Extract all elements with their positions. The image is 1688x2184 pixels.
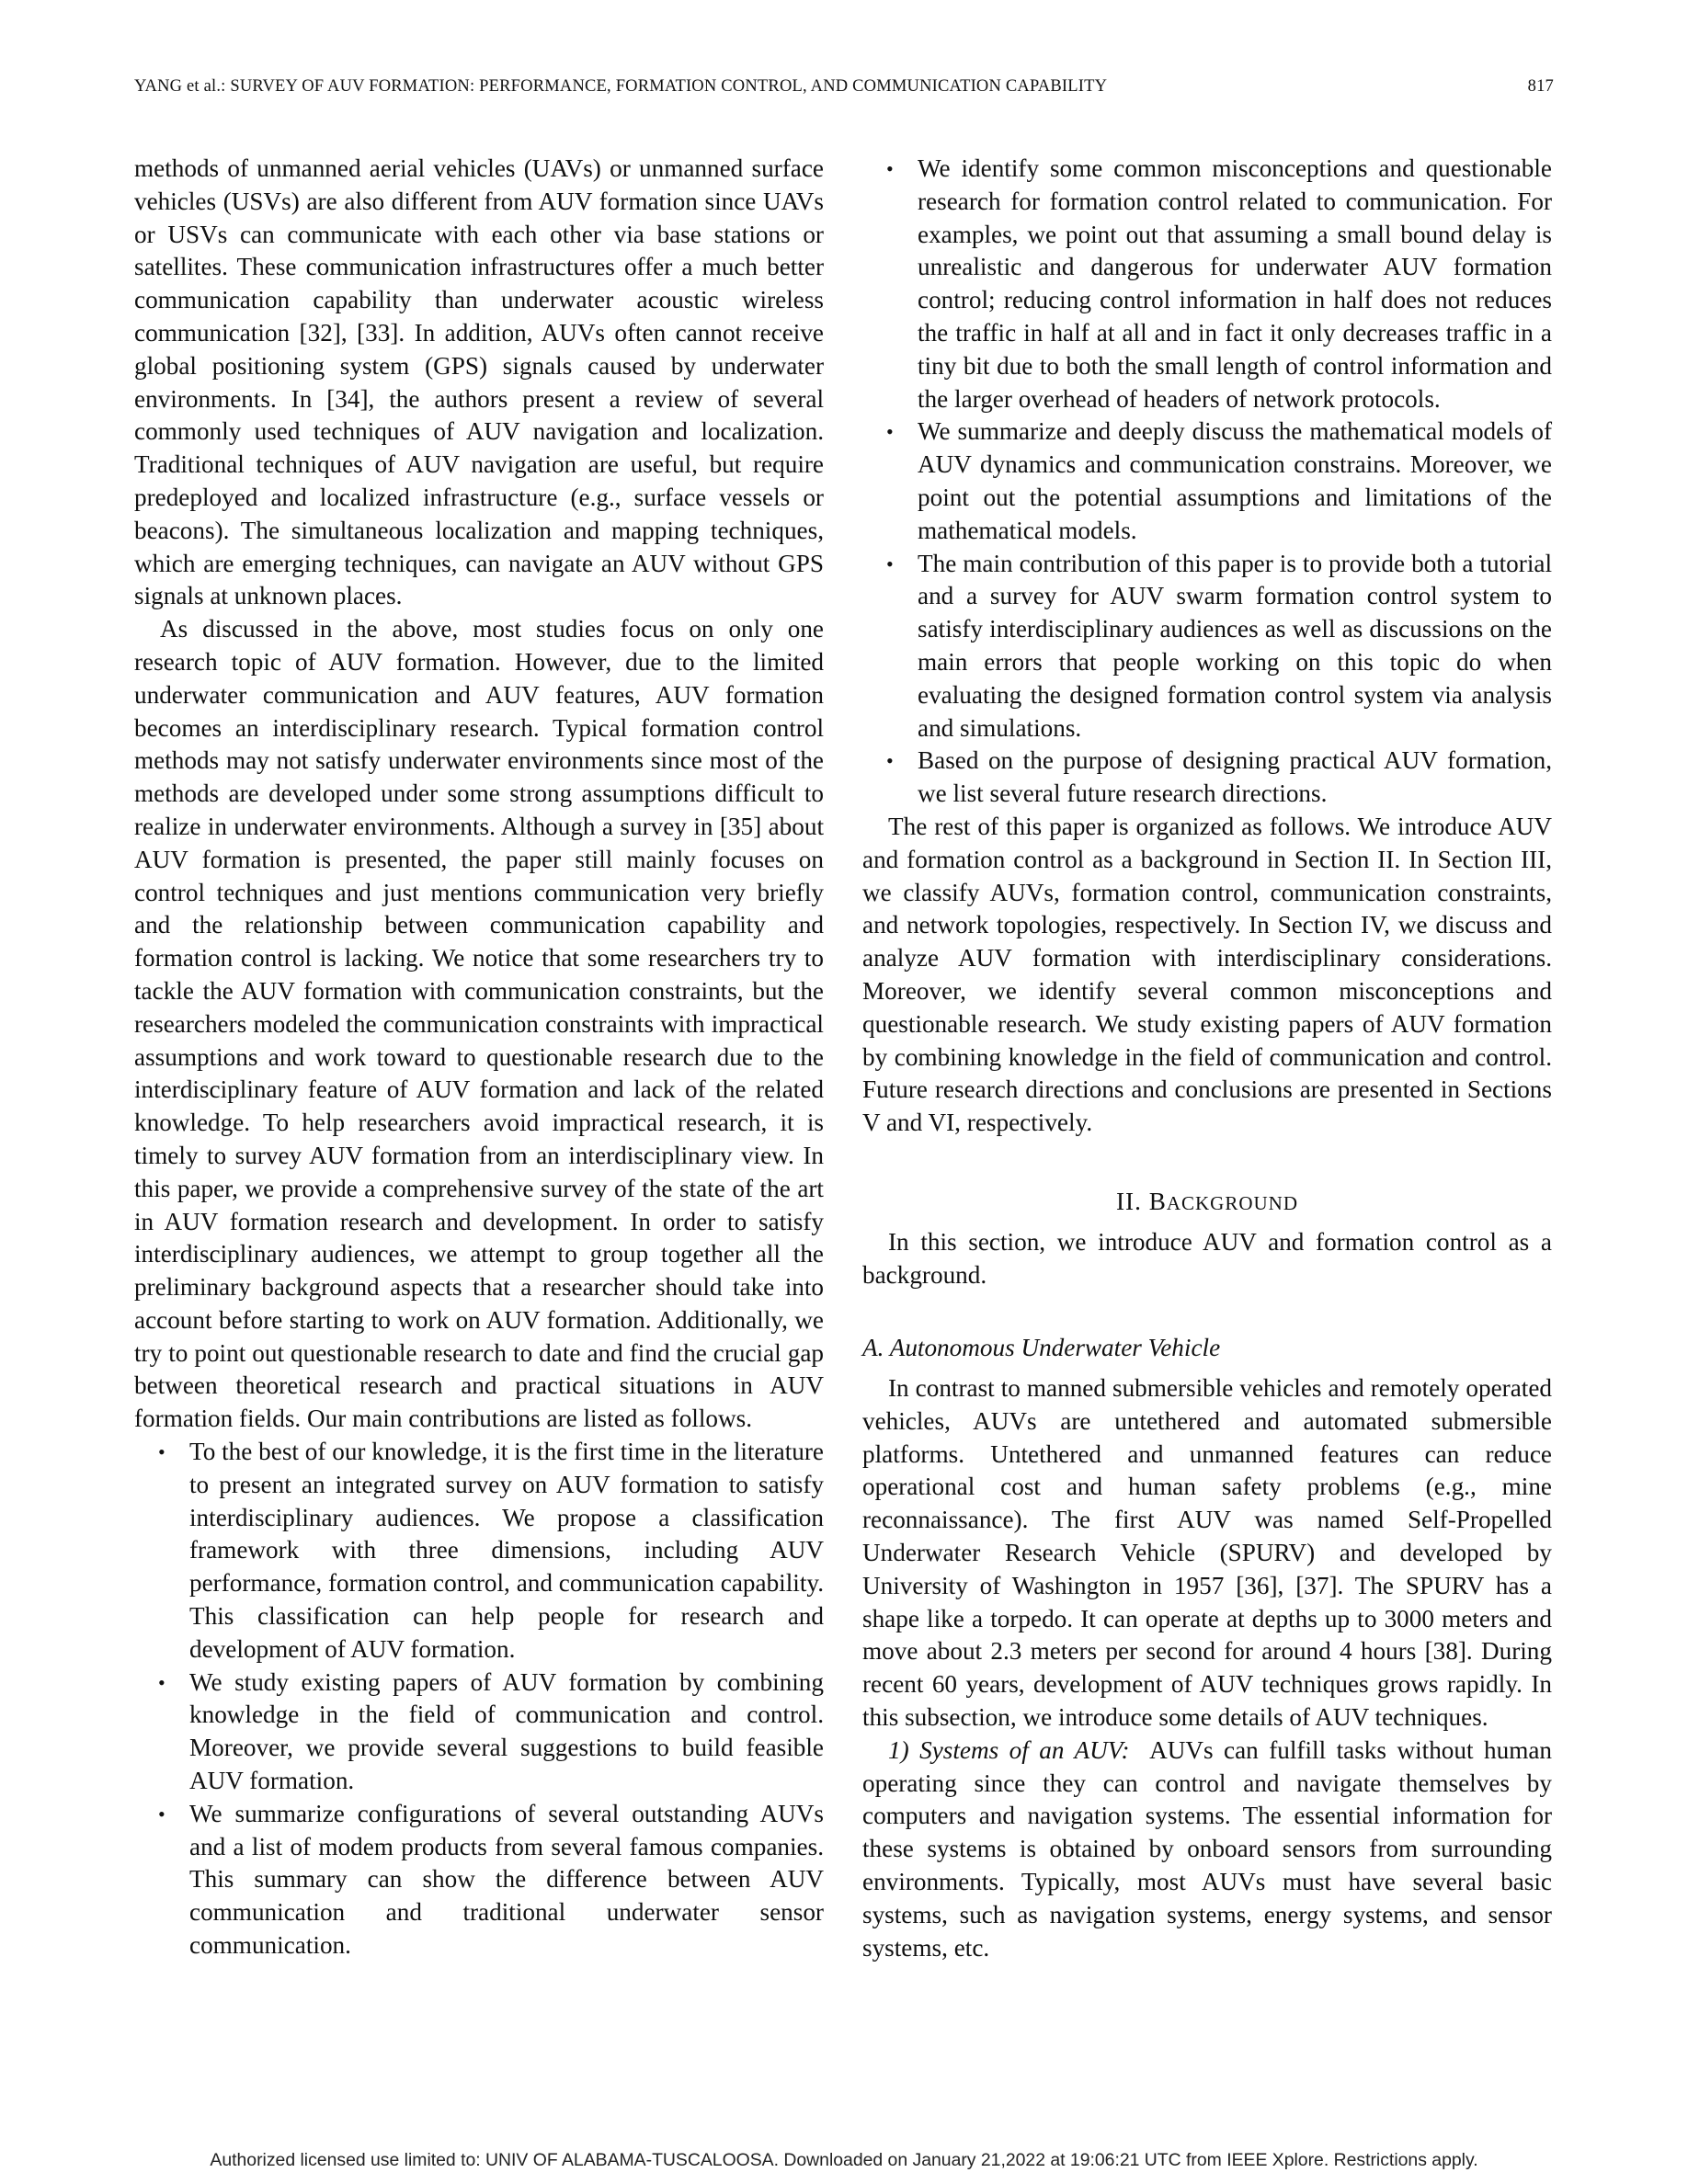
paragraph-organization: The rest of this paper is organized as follows. We introduce AUV and formation control as a background in Section II. In Section III, we classify AUVs, formation control, communication constraints, and network topologies, respectively. In Section IV, we discuss and analyze AUV formation with interdisciplinary considerations. Moreover, we identify several common misconceptions and questionable research. We study existing papers of AUV formation by combining knowledge in the field of communication and control. Future research directions and conclusions are presented in Sections V and VI, respectively. [862,812,1552,1137]
section-title-rest: ACKGROUND [1166,1191,1299,1214]
list-item [158,1436,824,1666]
subsection-heading: A. Autonomous Underwater Vehicle [862,1334,1221,1362]
contributions-list-left [134,1436,824,1962]
license-footer: Authorized licensed use limited to: UNIV OF ALABAMA-TUSCALOOSA. Downloaded on January 21,2022 at 19:06:21 UTC from IEEE Xplore. Restrictions apply. [210,2150,1478,2170]
bullet-icon: • [158,1440,165,1464]
paragraph-continued: methods of unmanned aerial vehicles (UAVs) or unmanned surface vehicles (USVs) are also different from AUV formation since UAVs or USVs can communicate with each other via base stations or satellites. These communication infrastructures offer a much better communication capability than underwater acoustic wireless communication [32], [33]. In addition, AUVs often cannot receive global positioning system (GPS) signals caused by underwater environments. In [34], the authors present a review of several commonly used techniques of AUV navigation and localization. Traditional techniques of AUV navigation are useful, but require predeployed and localized infrastructure (e.g., surface vessels or beacons). The simultaneous localization and mapping techniques, which are emerging techniques, can navigate an AUV without GPS signals at unknown places. [134,154,824,610]
page-number: 817 [1527,77,1554,96]
list-item [886,153,1552,415]
bullet-icon: • [158,1802,165,1826]
list-item [886,548,1552,745]
bullet-icon: • [886,420,894,444]
section-number: II. [1115,1187,1142,1215]
list-item-text: We study existing papers of AUV formation by combining knowledge in the field of communication and control. Moreover, we provide several suggestions to build feasible AUV formation. [189,1667,824,1795]
list-item [886,415,1552,547]
list-item [158,1666,824,1798]
list-item-text: The main contribution of this paper is to provide both a tutorial and a survey for AUV swarm formation control system to satisfy interdisciplinary audiences as well as discussions on the main errors that people working on this topic do when evaluating the designed formation control system via analysis and simulations. [918,549,1552,742]
paragraph-auv-history: In contrast to manned submersible vehicles and remotely operated vehicles, AUVs are untethered and automated submersible platforms. Untethered and unmanned features can reduce operational cost and human safety problems (e.g., mine reconnaissance). The first AUV was named Self-Propelled Underwater Research Vehicle (SPURV) and developed by University of Washington in 1957 [36], [37]. The SPURV has a shape like a torpedo. It can operate at depths up to 3000 meters and move about 2.3 meters per second for around 4 hours [38]. During recent 60 years, development of AUV techniques grows rapidly. In this subsection, we introduce some details of AUV techniques. [862,1374,1552,1732]
paragraph-contributions-intro: As discussed in the above, most studies focus on only one research topic of AUV formation. However, due to the limited underwater communication and AUV features, AUV formation becomes an interdisciplinary research. Typical formation control methods may not satisfy underwater environments since most of the methods are developed under some strong assumptions difficult to realize in underwater environments. Although a survey in [35] about AUV formation is presented, the paper still mainly focuses on control techniques and just mentions communication very briefly and the relationship between communication capability and formation control is lacking. We notice that some researchers try to tackle the AUV formation with communication constraints, but the researchers modeled the communication constraints with impractical assumptions and work toward to questionable research due to the interdisciplinary feature of AUV formation and lack of the related knowledge. To help researchers avoid impractical research, it is timely to survey AUV formation from an interdisciplinary view. In this paper, we provide a comprehensive survey of the state of the art in AUV formation research and development. In order to satisfy interdisciplinary audiences, we attempt to group together all the preliminary background aspects that a researcher should take into account before starting to work on AUV formation. Additionally, we try to point out questionable research to date and find the crucial gap between theoretical research and practical situations in AUV formation fields. Our main contributions are listed as follows. [134,615,824,1433]
list-item-text: We summarize and deeply discuss the mathematical models of AUV dynamics and communication constrains. Moreover, we point out the potential assumptions and limitations of the mathematical models. [918,417,1552,544]
list-item [886,745,1552,811]
list-item-text: Based on the purpose of designing practical AUV formation, we list several future research directions. [918,746,1552,808]
list-item-text: We summarize configurations of several outstanding AUVs and a list of modem products from several famous companies. This summary can show the difference between AUV communication and traditional underwater sensor communication. [189,1799,824,1960]
section-heading [862,1186,1552,1221]
bullet-icon: • [886,157,894,180]
paragraph-heading: 1) Systems of an AUV: [888,1735,1130,1764]
left-column [134,153,824,1962]
bullet-icon: • [158,1670,165,1694]
header-title: YANG et al.: SURVEY OF AUV FORMATION: PERFORMANCE, FORMATION CONTROL, AND COMMUNICATION CAPABILITY [134,77,1108,96]
paragraph-systems-text: AUVs can fulfill tasks without human operating since they can control and navigate themselves by computers and navigation systems. The essential information for these systems is obtained by onboard sensors from surrounding environments. Typically, most AUVs must have several basic systems, such as navigation systems, energy systems, and sensor systems, etc. [862,1735,1553,1962]
running-header [134,77,1554,107]
list-item-text: To the best of our knowledge, it is the first time in the literature to present an integrated survey on AUV formation to satisfy interdisciplinary audiences. We propose a classification framework with three dimensions, including AUV performance, formation control, and communication capability. This classification can help people for research and development of AUV formation. [189,1438,824,1663]
list-item-text: We identify some common misconceptions and questionable research for formation control related to communication. For examples, we point out that assuming a small bound delay is unrealistic and dangerous for underwater AUV formation control; reducing control information in half does not reduces the traffic in half at all and in fact it only decreases traffic in a tiny bit due to both the small length of control information and the larger overhead of headers of network protocols. [918,154,1552,413]
contributions-list-right [862,153,1552,811]
paragraph-section-intro: In this section, we introduce AUV and formation control as a background. [862,1227,1552,1289]
section-title-initial: B [1148,1187,1167,1215]
bullet-icon: • [886,749,894,773]
paragraph-auv-systems [862,1735,1552,1965]
list-item [158,1798,824,1962]
right-column [862,153,1552,1964]
bullet-icon: • [886,552,894,575]
